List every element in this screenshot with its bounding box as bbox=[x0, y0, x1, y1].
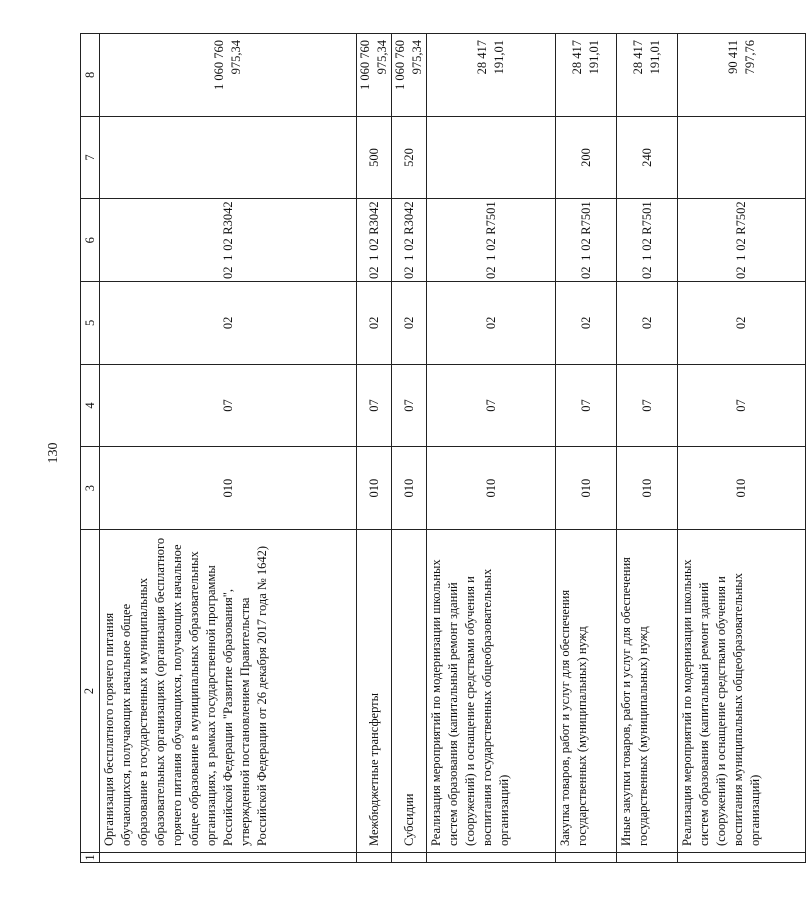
row-col5: 02 bbox=[357, 282, 392, 365]
code-subprogram: 1 bbox=[366, 254, 381, 261]
row-target-code bbox=[100, 199, 357, 282]
row-name: Реализация мероприятий по модернизации школьных систем образования (капитальный ремонт зданий (сооружений) и оснащение средствами обучения и воспитания государственных общеобразовательных организаций) bbox=[427, 530, 556, 853]
row-col7: 520 bbox=[392, 116, 427, 199]
row-name: Субсидии bbox=[392, 530, 427, 853]
row-col4: 07 bbox=[100, 364, 357, 447]
code-program: 02 bbox=[401, 266, 416, 280]
row-col3: 010 bbox=[556, 447, 617, 530]
code-subprogram: 1 bbox=[639, 254, 654, 261]
code-direction: R7501 bbox=[578, 201, 593, 235]
row-col3: 010 bbox=[357, 447, 392, 530]
row-name: Реализация мероприятий по модернизации школьных систем образования (капитальный ремонт зданий (сооружений) и оснащение средствами обучения и воспитания муниципальных общеобразовательных организаций) bbox=[678, 530, 806, 853]
row-col4: 07 bbox=[678, 364, 806, 447]
header-col-4: 4 bbox=[81, 364, 100, 447]
code-direction: R7501 bbox=[483, 201, 498, 235]
code-subprogram: 1 bbox=[220, 254, 235, 261]
code-event: 02 bbox=[366, 238, 381, 251]
row-amount: 1 060 760 975,34 bbox=[392, 34, 427, 117]
code-direction: R3042 bbox=[366, 201, 381, 235]
table-row bbox=[556, 34, 617, 863]
row-col7 bbox=[427, 116, 556, 199]
row-col7: 500 bbox=[357, 116, 392, 199]
row-col5: 02 bbox=[617, 282, 678, 365]
code-subprogram: 1 bbox=[734, 254, 748, 261]
rotated-table-container bbox=[80, 33, 762, 863]
row-col3: 010 bbox=[678, 447, 806, 530]
header-col-3: 3 bbox=[81, 447, 100, 530]
row-number-cell bbox=[617, 853, 678, 863]
code-direction: R3042 bbox=[401, 201, 416, 235]
row-col3: 010 bbox=[392, 447, 427, 530]
header-col-5: 5 bbox=[81, 282, 100, 365]
row-col4: 07 bbox=[357, 364, 392, 447]
header-col-1: 1 bbox=[81, 853, 100, 863]
code-program: 02 bbox=[639, 266, 654, 280]
code-program: 02 bbox=[366, 266, 381, 280]
row-col4: 07 bbox=[617, 364, 678, 447]
row-col7 bbox=[678, 116, 806, 199]
code-event: 02 bbox=[220, 238, 235, 251]
code-event: 02 bbox=[578, 238, 593, 251]
code-event: 02 bbox=[639, 238, 654, 251]
code-program: 02 bbox=[734, 266, 748, 280]
code-direction: R7501 bbox=[639, 201, 654, 235]
row-amount: 90 411 797,76 bbox=[678, 34, 806, 117]
row-number-cell bbox=[100, 853, 357, 863]
table-row bbox=[427, 34, 556, 863]
page-number: 130 bbox=[46, 442, 61, 464]
row-target-code bbox=[392, 199, 427, 282]
row-col5: 02 bbox=[427, 282, 556, 365]
header-col-7: 7 bbox=[81, 116, 100, 199]
row-amount: 1 060 760 975,34 bbox=[357, 34, 392, 117]
row-col3: 010 bbox=[427, 447, 556, 530]
row-col7: 200 bbox=[556, 116, 617, 199]
row-number-cell bbox=[392, 853, 427, 863]
table-row bbox=[678, 34, 806, 863]
budget-table bbox=[80, 33, 806, 863]
row-col5: 02 bbox=[556, 282, 617, 365]
code-subprogram: 1 bbox=[483, 254, 498, 261]
row-col4: 07 bbox=[556, 364, 617, 447]
header-col-2: 2 bbox=[81, 530, 100, 853]
table-row bbox=[100, 34, 357, 863]
row-target-code bbox=[357, 199, 392, 282]
code-program: 02 bbox=[578, 266, 593, 280]
row-col7: 240 bbox=[617, 116, 678, 199]
code-direction: R7502 bbox=[734, 201, 748, 235]
row-target-code bbox=[678, 199, 806, 282]
code-event: 02 bbox=[734, 238, 748, 251]
row-number-cell bbox=[678, 853, 806, 863]
row-amount: 1 060 760 975,34 bbox=[100, 34, 357, 117]
row-col5: 02 bbox=[678, 282, 806, 365]
table-row bbox=[392, 34, 427, 863]
row-number-cell bbox=[427, 853, 556, 863]
code-direction: R3042 bbox=[220, 201, 235, 235]
row-number-cell bbox=[556, 853, 617, 863]
code-program: 02 bbox=[483, 266, 498, 280]
row-col5: 02 bbox=[100, 282, 357, 365]
row-target-code bbox=[617, 199, 678, 282]
code-event: 02 bbox=[483, 238, 498, 251]
row-number-cell bbox=[357, 853, 392, 863]
row-target-code bbox=[556, 199, 617, 282]
row-col4: 07 bbox=[427, 364, 556, 447]
row-name: Иные закупки товаров, работ и услуг для обеспечения государственных (муниципальных) нужд bbox=[617, 530, 678, 853]
code-subprogram: 1 bbox=[578, 254, 593, 261]
code-program: 02 bbox=[220, 266, 235, 280]
header-col-8: 8 bbox=[81, 34, 100, 117]
row-amount: 28 417 191,01 bbox=[427, 34, 556, 117]
row-col7 bbox=[100, 116, 357, 199]
row-col3: 010 bbox=[617, 447, 678, 530]
row-name: Межбюджетные трансферты bbox=[357, 530, 392, 853]
row-amount: 28 417 191,01 bbox=[617, 34, 678, 117]
code-event: 02 bbox=[401, 238, 416, 251]
table-row bbox=[617, 34, 678, 863]
row-name: Организация бесплатного горячего питания обучающихся, получающих начальное общее образование в государственных и муниципальных образовательных организациях (организация бесплатного горячего питания обучающихся, получающих начальное общее образование в муниципальных образовательных организациях, в рамках государственной программы Российской Федерации "Развитие образования", утвержденной постановлением Правительства Российской Федерации от 26 декабря 2017 года № 1642) bbox=[100, 530, 357, 853]
row-col3: 010 bbox=[100, 447, 357, 530]
code-subprogram: 1 bbox=[401, 254, 416, 261]
table-row bbox=[357, 34, 392, 863]
header-row bbox=[81, 34, 100, 863]
row-target-code bbox=[427, 199, 556, 282]
row-col4: 07 bbox=[392, 364, 427, 447]
row-amount: 28 417 191,01 bbox=[556, 34, 617, 117]
header-col-6: 6 bbox=[81, 199, 100, 282]
row-name: Закупка товаров, работ и услуг для обеспечения государственных (муниципальных) нужд bbox=[556, 530, 617, 853]
row-col5: 02 bbox=[392, 282, 427, 365]
